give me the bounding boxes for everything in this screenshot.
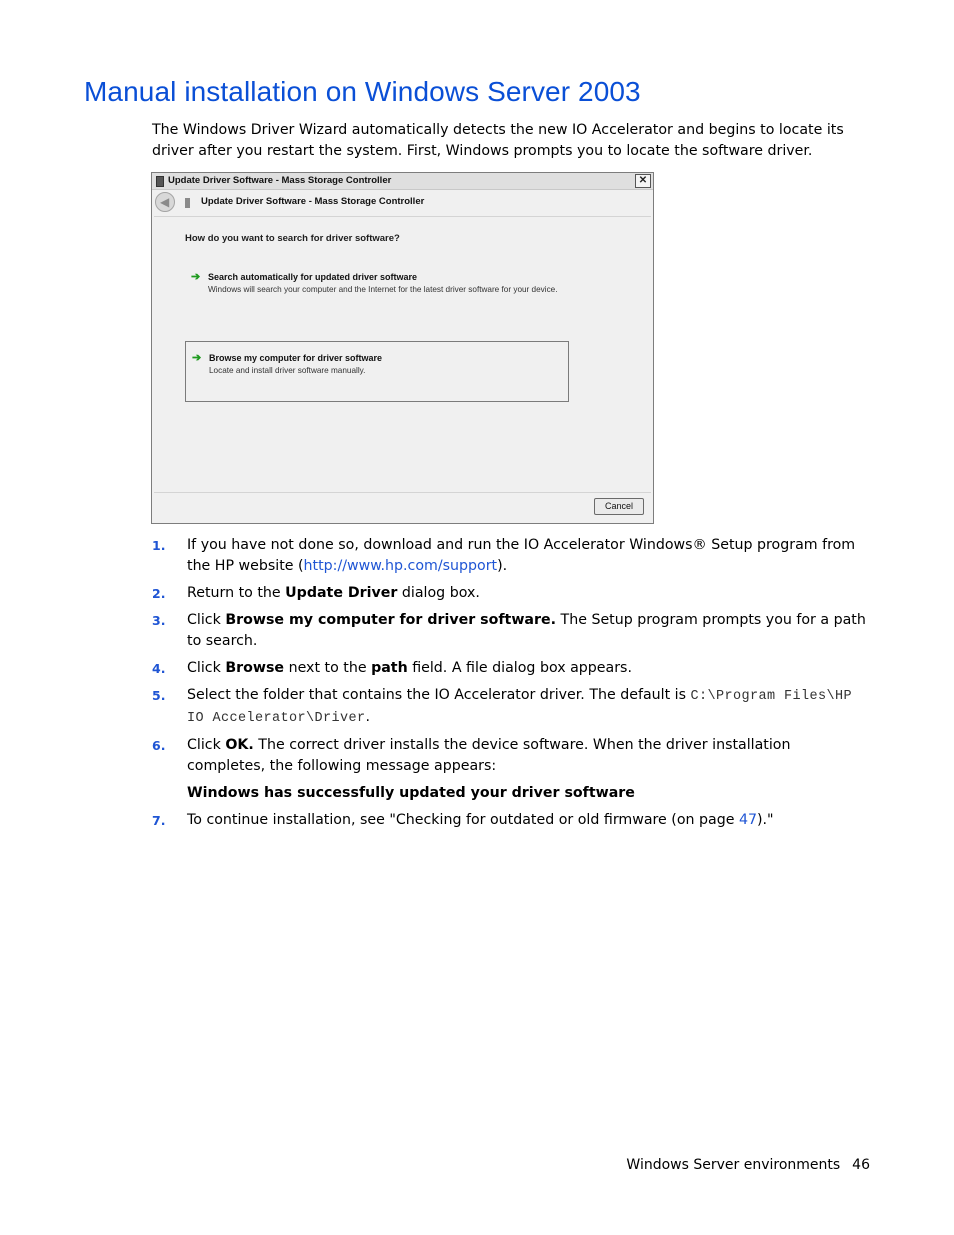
- step-number: 3.: [152, 613, 166, 628]
- step-bold: path: [371, 660, 408, 676]
- dialog-question: How do you want to search for driver software?: [185, 233, 400, 244]
- step-text: If you have not done so, download and run the IO Accelerator Windows® Setup program from the HP website (: [187, 537, 856, 574]
- step-number: 6.: [152, 738, 166, 753]
- list-item: [152, 535, 872, 577]
- step-text: next to the: [284, 660, 372, 676]
- option-description: Windows will search your computer and the Internet for the latest driver software for your device.: [208, 285, 558, 294]
- close-icon[interactable]: ✕: [635, 174, 651, 188]
- step-number: 2.: [152, 586, 166, 601]
- step-text: Return to the: [187, 585, 286, 601]
- device-icon: [185, 198, 190, 208]
- dialog-header-title: Update Driver Software - Mass Storage Controller: [201, 196, 425, 207]
- option-title: Browse my computer for driver software: [209, 353, 383, 363]
- step-bold: Browse my computer for driver software.: [225, 612, 557, 628]
- page-link[interactable]: 47: [738, 812, 758, 828]
- back-arrow-icon: ◀: [160, 195, 170, 209]
- list-item: [152, 685, 872, 729]
- green-arrow-icon: ➔: [191, 271, 201, 283]
- footer-section: Windows Server environments: [626, 1157, 841, 1173]
- option-title: Search automatically for updated driver software: [208, 272, 418, 282]
- search-automatically-option[interactable]: [185, 269, 569, 309]
- step-bold: OK.: [225, 737, 254, 753]
- step-text: Select the folder that contains the IO Accelerator driver. The default is: [187, 687, 691, 703]
- cancel-button[interactable]: Cancel: [594, 498, 644, 515]
- step-number: 7.: [152, 813, 166, 828]
- green-arrow-icon: ➔: [192, 352, 202, 364]
- dialog-content: [154, 216, 651, 493]
- step-text: ).": [757, 812, 774, 828]
- option-description: Locate and install driver software manually.: [209, 366, 366, 375]
- list-item: [152, 610, 872, 652]
- list-item: [152, 735, 872, 804]
- step-bold: Update Driver: [285, 585, 398, 601]
- step-bold: Browse: [225, 660, 285, 676]
- browse-computer-option[interactable]: [185, 341, 569, 402]
- list-item: [152, 810, 872, 831]
- dialog-window-title: Update Driver Software - Mass Storage Controller: [168, 175, 392, 186]
- step-text: ).: [497, 558, 508, 574]
- step-text: .: [365, 709, 371, 725]
- steps-list: [152, 535, 872, 837]
- step-number: 1.: [152, 538, 166, 553]
- step-text: To continue installation, see "Checking for outdated or old firmware (on page: [187, 812, 739, 828]
- intro-paragraph: The Windows Driver Wizard automatically detects the new IO Accelerator and begins to locate its driver after you restart the system. First, Windows prompts you to locate the software driver.: [152, 122, 844, 159]
- step-text: field. A file dialog box appears.: [407, 660, 632, 676]
- step-text: Click: [187, 660, 226, 676]
- list-item: [152, 583, 872, 604]
- page-number: 46: [852, 1157, 870, 1173]
- back-button[interactable]: [155, 192, 175, 212]
- step-text: Click: [187, 612, 226, 628]
- dialog-header: [152, 190, 653, 216]
- driver-dialog-screenshot: [151, 172, 654, 524]
- device-icon: [156, 176, 164, 187]
- list-item: [152, 658, 872, 679]
- step-text: Click: [187, 737, 226, 753]
- step-number: 4.: [152, 661, 166, 676]
- step-number: 5.: [152, 688, 166, 703]
- step-text: The correct driver installs the device software. When the driver installation completes, the following message appears:: [187, 737, 791, 774]
- default-path-code: C:\Program Files\HP IO Accelerator\Driver: [187, 689, 853, 726]
- hp-support-link[interactable]: http://www.hp.com/support: [303, 558, 498, 574]
- step-text: dialog box.: [397, 585, 480, 601]
- success-message: Windows has successfully updated your driver software: [187, 785, 635, 801]
- step-text: The Setup program prompts you for a path to search.: [187, 612, 866, 649]
- dialog-titlebar: [152, 173, 653, 190]
- page-title: Manual installation on Windows Server 2003: [84, 76, 641, 107]
- page-footer: [560, 1157, 870, 1173]
